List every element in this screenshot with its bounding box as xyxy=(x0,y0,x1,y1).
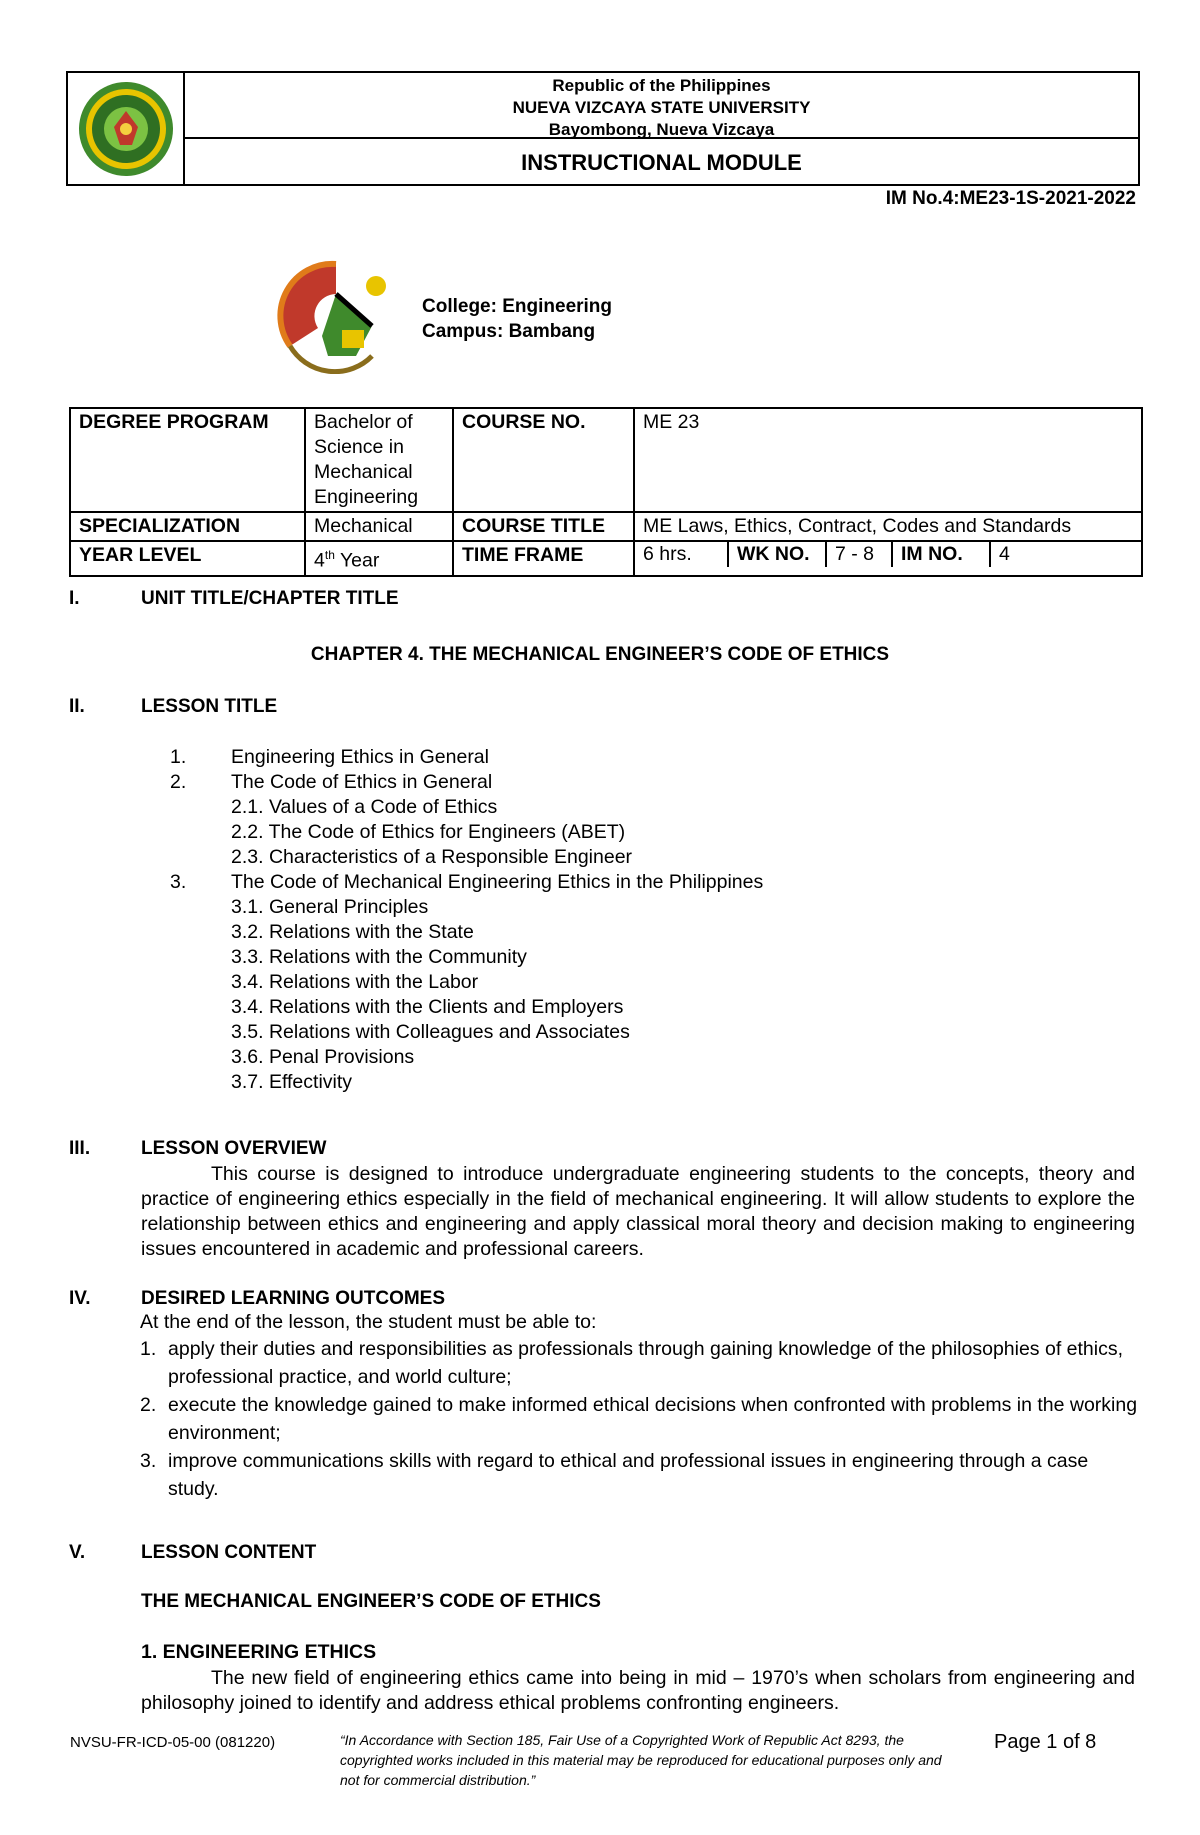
specialization-value: Mechanical xyxy=(305,512,453,541)
section-number: II. xyxy=(69,696,85,717)
course-info-table xyxy=(69,407,1143,577)
section-3-heading xyxy=(69,1136,969,1161)
campus-line: Campus: Bambang xyxy=(422,321,596,342)
degree-program-label: DEGREE PROGRAM xyxy=(70,408,305,512)
im-no-label: IM NO. xyxy=(893,542,991,567)
copyright-note: “In Accordance with Section 185, Fair Use of a Copyrighted Work of Republic Act 8293, the copyrighted works included in this material may be reproduced for educational purposes only and not for commercial distribution.” xyxy=(340,1732,942,1788)
course-title-label: COURSE TITLE xyxy=(453,512,634,541)
section-4-heading xyxy=(69,1286,969,1311)
document-header xyxy=(66,71,1140,186)
section-title: LESSON OVERVIEW xyxy=(141,1138,327,1159)
course-no-label: COURSE NO. xyxy=(453,408,634,512)
time-frame-label: TIME FRAME xyxy=(453,541,634,576)
section-number: III. xyxy=(69,1138,91,1159)
college-info xyxy=(422,294,612,344)
course-no-value: ME 23 xyxy=(634,408,1142,512)
list-item: 1. apply their duties and responsibilities as professionals through gaining knowledge of the philosophies of ethics, professional practice, and world culture; xyxy=(140,1338,1124,1388)
university-seal-icon xyxy=(76,79,176,179)
header-institution xyxy=(185,73,1138,139)
im-number: IM No.4:ME23-1S-2021-2022 xyxy=(885,188,1136,209)
chapter-title: CHAPTER 4. THE MECHANICAL ENGINEER’S CODE OF ETHICS xyxy=(310,644,890,665)
specialization-label: SPECIALIZATION xyxy=(70,512,305,541)
course-title-value: ME Laws, Ethics, Contract, Codes and Standards xyxy=(634,512,1142,541)
section-title: LESSON CONTENT xyxy=(141,1542,317,1563)
page-number: Page 1 of 8 xyxy=(994,1731,1097,1753)
content-subheading: 1. ENGINEERING ETHICS xyxy=(141,1641,377,1663)
section-number: I. xyxy=(69,588,80,609)
year-level-value: 4th Year xyxy=(305,541,453,576)
learning-outcomes xyxy=(140,1310,1140,1503)
header-logo-cell xyxy=(68,73,185,184)
outcomes-intro: At the end of the lesson, the student must be able to: xyxy=(140,1311,597,1333)
document-type: INSTRUCTIONAL MODULE xyxy=(521,150,802,175)
list-item: 2. execute the knowledge gained to make informed ethical decisions when confronted with problems in the working environment; xyxy=(140,1394,1138,1444)
lesson-overview xyxy=(141,1162,1135,1262)
content-body xyxy=(141,1666,1135,1716)
wk-no-label: WK NO. xyxy=(729,542,827,567)
time-frame-row xyxy=(634,541,1142,576)
section-title: UNIT TITLE/CHAPTER TITLE xyxy=(141,588,399,609)
university-name: NUEVA VIZCAYA STATE UNIVERSITY xyxy=(512,98,811,117)
overview-paragraph: This course is designed to introduce undergraduate engineering students to the concepts, theory and practice of engineering ethics especially in the field of mechanical engineering. It will allow students to explore the relationship between ethics and engineering and apply classical moral theory and decision making to engineering issues encountered in academic and professional careers. xyxy=(141,1163,1135,1260)
republic-line: Republic of the Philippines xyxy=(552,76,771,95)
list-item: 3. improve communications skills with regard to ethical and professional issues in engineering through a case study. xyxy=(140,1450,1089,1500)
college-logo-icon xyxy=(276,256,396,374)
section-number: IV. xyxy=(69,1288,91,1309)
university-location: Bayombong, Nueva Vizcaya xyxy=(548,120,775,139)
section-1-heading xyxy=(69,586,969,611)
section-2-heading xyxy=(69,694,969,719)
college-line: College: Engineering xyxy=(422,296,613,317)
section-number: V. xyxy=(69,1542,86,1563)
section-5-heading xyxy=(69,1540,969,1565)
section-title: LESSON TITLE xyxy=(141,696,278,717)
content-paragraph: The new field of engineering ethics came into being in mid – 1970’s when scholars from engineering and philosophy joined to identify and address ethical problems confronting engineers. xyxy=(141,1667,1135,1714)
wk-no-value: 7 - 8 xyxy=(827,542,893,567)
degree-program-value: Bachelor of Science in Mechanical Engineering xyxy=(305,408,453,512)
content-heading: THE MECHANICAL ENGINEER’S CODE OF ETHICS xyxy=(141,1591,601,1612)
time-frame-value: 6 hrs. xyxy=(635,542,729,567)
section-title: DESIRED LEARNING OUTCOMES xyxy=(141,1288,446,1309)
im-no-value: 4 xyxy=(999,543,1010,565)
year-level-label: YEAR LEVEL xyxy=(70,541,305,576)
form-code: NVSU-FR-ICD-05-00 (081220) xyxy=(70,1734,276,1751)
